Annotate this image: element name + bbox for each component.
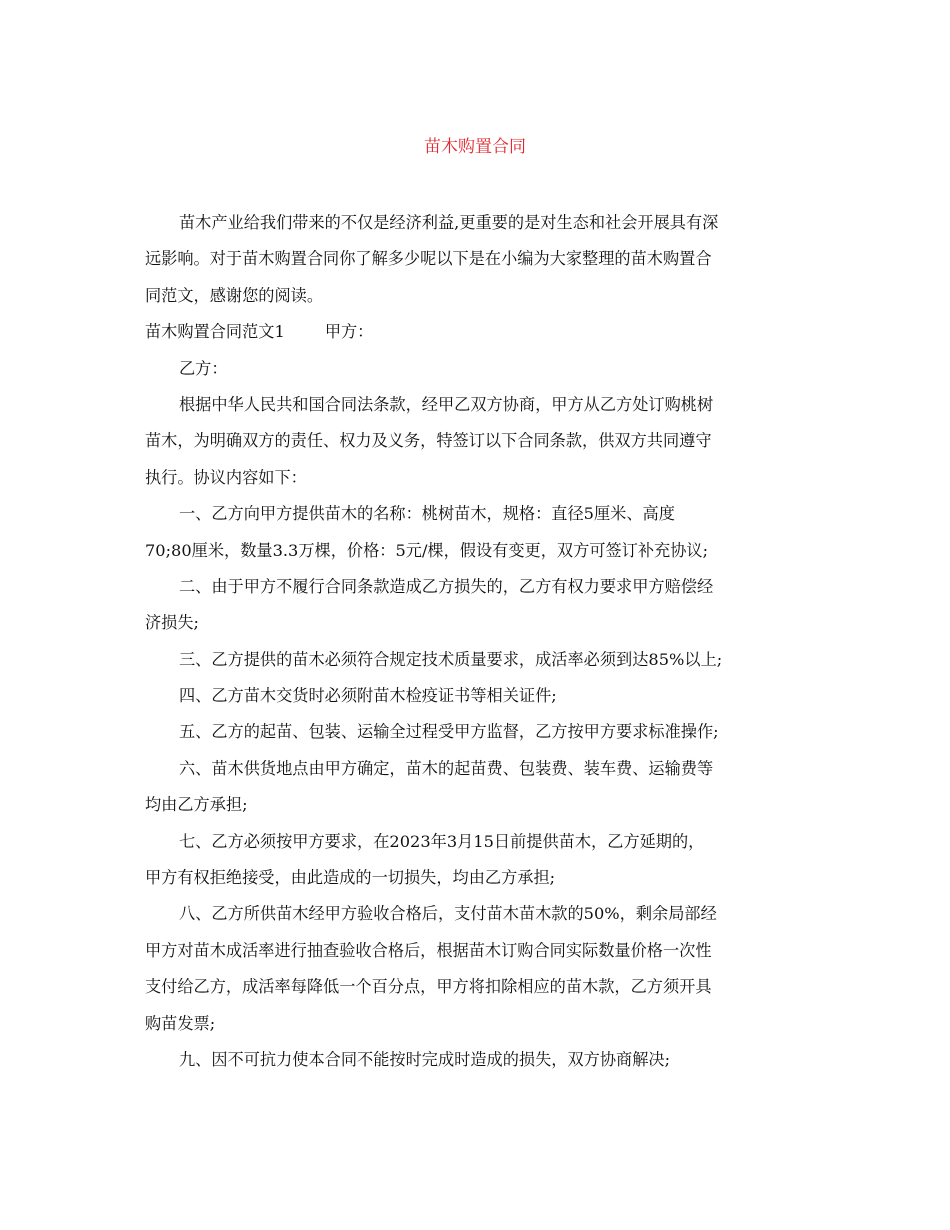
clause-line: 70;80厘米，数量3.3万棵，价格：5元/棵，假设有变更，双方可签订补充协议;	[145, 540, 709, 560]
section-heading: 苗木购置合同范文1	[145, 322, 285, 342]
clause-line: 济损失;	[145, 613, 200, 633]
clause-line: 一、乙方向甲方提供苗木的名称：桃树苗木，规格：直径5厘米、高度	[179, 504, 675, 524]
clause-line: 九、因不可抗力使本合同不能按时完成时造成的损失，双方协商解决;	[179, 1049, 671, 1069]
document-body	[145, 205, 805, 1078]
intro-paragraph-line: 远影响。对于苗木购置合同你了解多少呢以下是在小编为大家整理的苗木购置合	[145, 249, 712, 269]
intro-paragraph-line: 苗木产业给我们带来的不仅是经济利益,更重要的是对生态和社会开展具有深	[179, 213, 719, 232]
section-heading-line	[145, 314, 805, 350]
document-title: 苗木购置合同	[424, 137, 526, 157]
clause-line: 支付给乙方，成活率每降低一个百分点，甲方将扣除相应的苗木款，乙方须开具	[145, 977, 712, 997]
clause-line: 八、乙方所供苗木经甲方验收合格后，支付苗木苗木款的50%，剩余局部经	[179, 904, 717, 924]
clause-line: 均由乙方承担;	[145, 795, 248, 815]
clause-line: 甲方有权拒绝接受，由此造成的一切损失，均由乙方承担;	[145, 868, 556, 888]
clause-line: 七、乙方必须按甲方要求，在2023年3月15日前提供苗木，乙方延期的，	[179, 831, 705, 851]
clause-line: 五、乙方的起苗、包装、运输全过程受甲方监督，乙方按甲方要求标准操作;	[179, 722, 719, 742]
clause-line: 购苗发票;	[145, 1013, 216, 1033]
contract-paragraph-line: 根据中华人民共和国合同法条款，经甲乙双方协商，甲方从乙方处订购桃树	[179, 394, 714, 414]
party-b-label: 乙方：	[179, 358, 228, 378]
clause-line: 六、苗木供货地点由甲方确定，苗木的起苗费、包装费、装车费、运输费等	[179, 758, 714, 778]
contract-paragraph-line: 苗木，为明确双方的责任、权力及义务，特签订以下合同条款，供双方共同遵守	[145, 431, 712, 451]
party-a-label: 甲方：	[324, 322, 374, 342]
clause-line: 二、由于甲方不履行合同条款造成乙方损失的，乙方有权力要求甲方赔偿经	[179, 576, 714, 596]
intro-paragraph-line: 同范文，感谢您的阅读。	[145, 285, 324, 305]
clause-line: 四、乙方苗木交货时必须附苗木检疫证书等相关证件;	[179, 686, 557, 706]
clause-line: 三、乙方提供的苗木必须符合规定技术质量要求，成活率必须到达85%以上;	[179, 649, 723, 669]
clause-line: 甲方对苗木成活率进行抽查验收合格后，根据苗木订购合同实际数量价格一次性	[145, 940, 712, 960]
contract-paragraph-line: 执行。协议内容如下：	[145, 467, 307, 487]
